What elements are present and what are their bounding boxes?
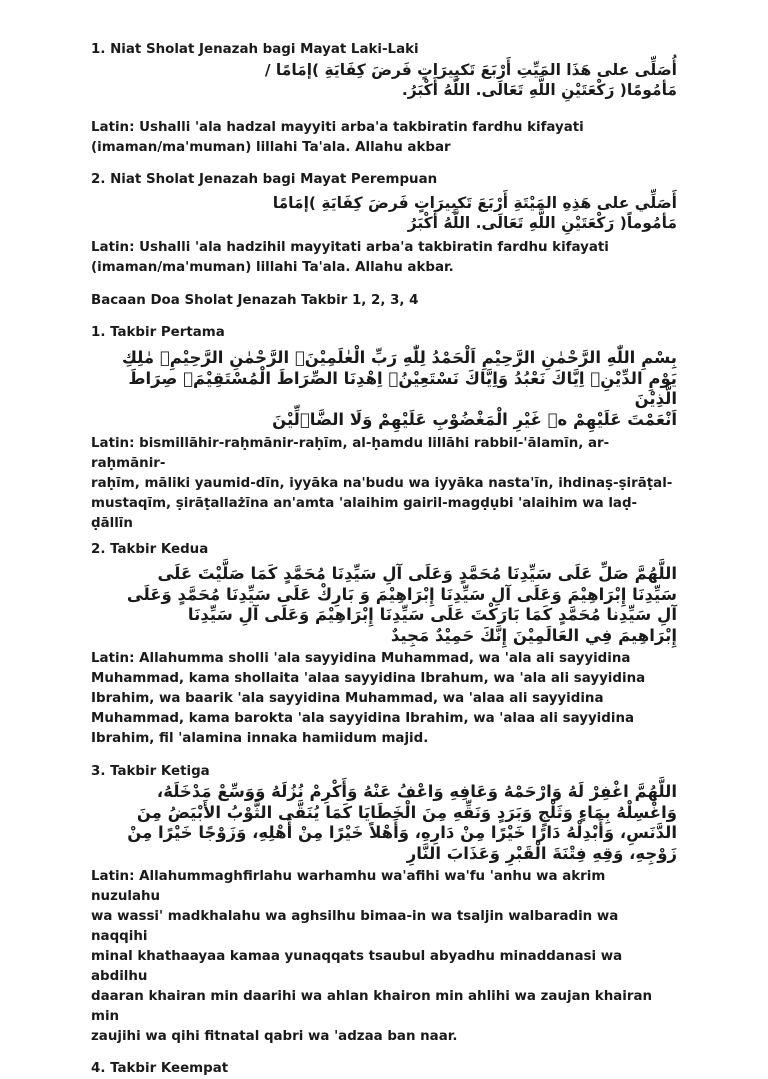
- section-heading: 1. Takbir Pertama: [91, 325, 225, 340]
- latin-transliteration: [91, 238, 677, 278]
- arabic-line: زَوْجِهِ، وَقِهِ فِتْنَةَ الْقَبْرِ وَعَذَابَ النَّارِ: [406, 843, 677, 863]
- arabic-line: اَنْعَمْتَ عَلَيْهِمْ ەۙ غَيْرِ الْمَغْضُوْبِ عَلَيْهِمْ وَلَا الضَّاۤلِّيْنَ: [272, 409, 677, 429]
- arabic-line: آلِ سَيِّدِنا مُحَمَّدٍ كَمَا بَارَكْتَ عَلَى سَيِّدِنَا إِبْرَاهِيْمَ وَعَلَى آلِ سَيِّدِنَا: [187, 605, 677, 624]
- section-heading: 2. Niat Sholat Jenazah bagi Mayat Perempuan: [91, 172, 438, 187]
- latin-line: Ibrahim, fil 'alamina innaka hamiidum majid.: [91, 731, 429, 746]
- latin-line: Muhammad, kama barokta 'ala sayyidina Ibrahim, wa 'alaa ali sayyidina: [91, 711, 635, 726]
- latin-line: Latin: Allahummaghfirlahu warhamhu wa'afihi wa'fu 'anhu wa akrim nuzulahu: [91, 869, 606, 904]
- document-page: [91, 40, 677, 1079]
- latin-line: minal khathaayaa kamaa yunaqqats tsaubul abyadhu minaddanasi wa abdilhu: [91, 949, 623, 984]
- latin-line: wa wassi' madkhalahu wa aghsilhu bimaa-in wa tsaljin walbaradin wa naqqihi: [91, 909, 619, 944]
- arabic-line: أُصَلِّى على هَذَا المَيِّتِ أَرْبَعَ تَكبِيرَاتٍ فَرضَ كِفَايَةِ )إمَامًا /: [264, 61, 677, 79]
- latin-line: (imaman/ma'muman) lillahi Ta'ala. Allahu akbar: [91, 140, 451, 155]
- latin-transliteration: [91, 434, 677, 534]
- section-heading: 2. Takbir Kedua: [91, 542, 209, 557]
- latin-line: Latin: Ushalli 'ala hadzal mayyiti arba'a takbiratin fardhu kifayati: [91, 120, 584, 135]
- arabic-line: أَصَلِّي على هَذِهِ المَيْتَةِ أَرْبَعَ تَكبِيرَاتٍ فَرضَ كِفَايَةِ )إمَامًا: [272, 194, 677, 212]
- section-heading: 4. Takbir Keempat: [91, 1061, 229, 1076]
- latin-line: raḥīm, māliki yaumid-dīn, iyyāka na'budu wa iyyāka nasta'īn, ihdinaṣ-ṣirāṭal-: [91, 476, 673, 491]
- arabic-line: بِسْمِ اللّٰهِ الرَّحْمٰنِ الرَّحِيْمِ اَلْحَمْدُ لِلّٰهِ رَبِّ الْعٰلَمِيْنَۙ الرَّحْمٰنِ الرَّحِيْمِۙ مٰلِكِ: [121, 348, 677, 367]
- arabic-text: [91, 348, 677, 430]
- arabic-line: مَأمُوماً( رَكْعَتَيْنِ اللَّهِ تَعَالَى. اللَّهُ أَكْبَرُ: [407, 214, 677, 232]
- arabic-line: وَاغْسِلْهُ بِمَاءٍ وَثَلْجٍ وَبَرَدٍ وَنَقِّهِ مِنَ الْخَطَايَا كَمَا يُنَقَّى الثَّوْبُ الأَبْيَضُ مِنَ: [136, 802, 677, 822]
- latin-line: Latin: Allahumma sholli 'ala sayyidina Muhammad, wa 'ala ali sayyidina: [91, 651, 631, 666]
- section-heading: 1. Niat Sholat Jenazah bagi Mayat Laki-Laki: [91, 42, 419, 57]
- latin-transliteration: [91, 118, 677, 158]
- arabic-line: مَأمُومًا( رَكْعَتَيْنِ اللَّهِ تَعَالَى. اللَّهُ أَكْبَرُ.: [401, 81, 677, 99]
- latin-line: Latin: Ushalli 'ala hadzihil mayyitati arba'a takbiratin fardhu kifayati: [91, 240, 609, 255]
- arabic-line: اللَّهُمَّ اغْفِرْ لَهُ وَارْحَمْهُ وَعَافِهِ وَاعْفُ عَنْهُ وَأَكْرِمْ نُزُلَهُ وَوَسِّعْ مَدْخَلَهُ،: [156, 782, 677, 801]
- section-heading: Bacaan Doa Sholat Jenazah Takbir 1, 2, 3, 4: [91, 293, 419, 308]
- arabic-text: [91, 60, 677, 100]
- arabic-text: [91, 782, 677, 864]
- latin-line: (imaman/ma'muman) lillahi Ta'ala. Allahu akbar.: [91, 260, 454, 275]
- arabic-line: سَيِّدِنَا إِبْرَاهِيْمَ وَعَلَى آلِ سَيِّدِنَا إِبْرَاهِيْمَ وَ بَارِكْ عَلَى سَيِّدِنَا مُحَمَّدٍ وَعَلَى: [126, 584, 677, 604]
- arabic-line: يَوْمِ الدِّيْنِۗ اِيَّاكَ نَعْبُدُ وَاِيَّاكَ نَسْتَعِيْنُۗ اِهْدِنَا الصِّرَاطَ الْمُسْتَقِيْمَۙ صِرَاطَ الَّذِيْنَ: [128, 368, 677, 408]
- arabic-line: اللَّهُمَّ صَلِّ عَلَى سَيِّدِنَا مُحَمَّدٍ وَعَلَى آلِ سَيِّدِنَا مُحَمَّدٍ كَمَا صَلَّيْتَ عَلَى: [157, 564, 677, 583]
- latin-line: Ibrahim, wa baarik 'ala sayyidina Muhammad, wa 'alaa ali sayyidina: [91, 691, 604, 706]
- latin-line: Muhammad, kama shollaita 'alaa sayyidina Ibrahum, wa 'ala ali sayyidina: [91, 671, 646, 686]
- latin-line: mustaqīm, ṣirāṭallażīna an'amta 'alaihim gairil-magḍụbi 'alaihim wa laḍ-ḍāllīn: [91, 496, 638, 531]
- arabic-line: الدَّنَسِ، وَأَبْدِلْهُ دَارًا خَيْرًا مِنْ دَارِهِ، وَأَهْلاً خَيْرًا مِنْ أَهْلِهِ، وَزَوْجًا خَيْرًا مِنْ: [127, 823, 677, 842]
- arabic-text: [91, 193, 677, 233]
- latin-transliteration: [91, 867, 677, 1047]
- arabic-text: [91, 564, 677, 646]
- section-heading: 3. Takbir Ketiga: [91, 764, 210, 779]
- latin-line: zaujihi wa qihi fitnatal qabri wa 'adzaa ban naar.: [91, 1029, 458, 1044]
- arabic-line: إِبْرَاهِيمَ فِي العَالَمِيْنَ إِنَّكَ حَمِيْدٌ مَجِيدٌ: [390, 625, 677, 645]
- latin-line: Latin: bismillāhir-raḥmānir-raḥīm, al-ḥamdu lillāhi rabbil-'ālamīn, ar-raḥmānir-: [91, 436, 610, 471]
- latin-transliteration: [91, 649, 677, 749]
- latin-line: daaran khairan min daarihi wa ahlan khairon min ahlihi wa zaujan khairan min: [91, 989, 653, 1024]
